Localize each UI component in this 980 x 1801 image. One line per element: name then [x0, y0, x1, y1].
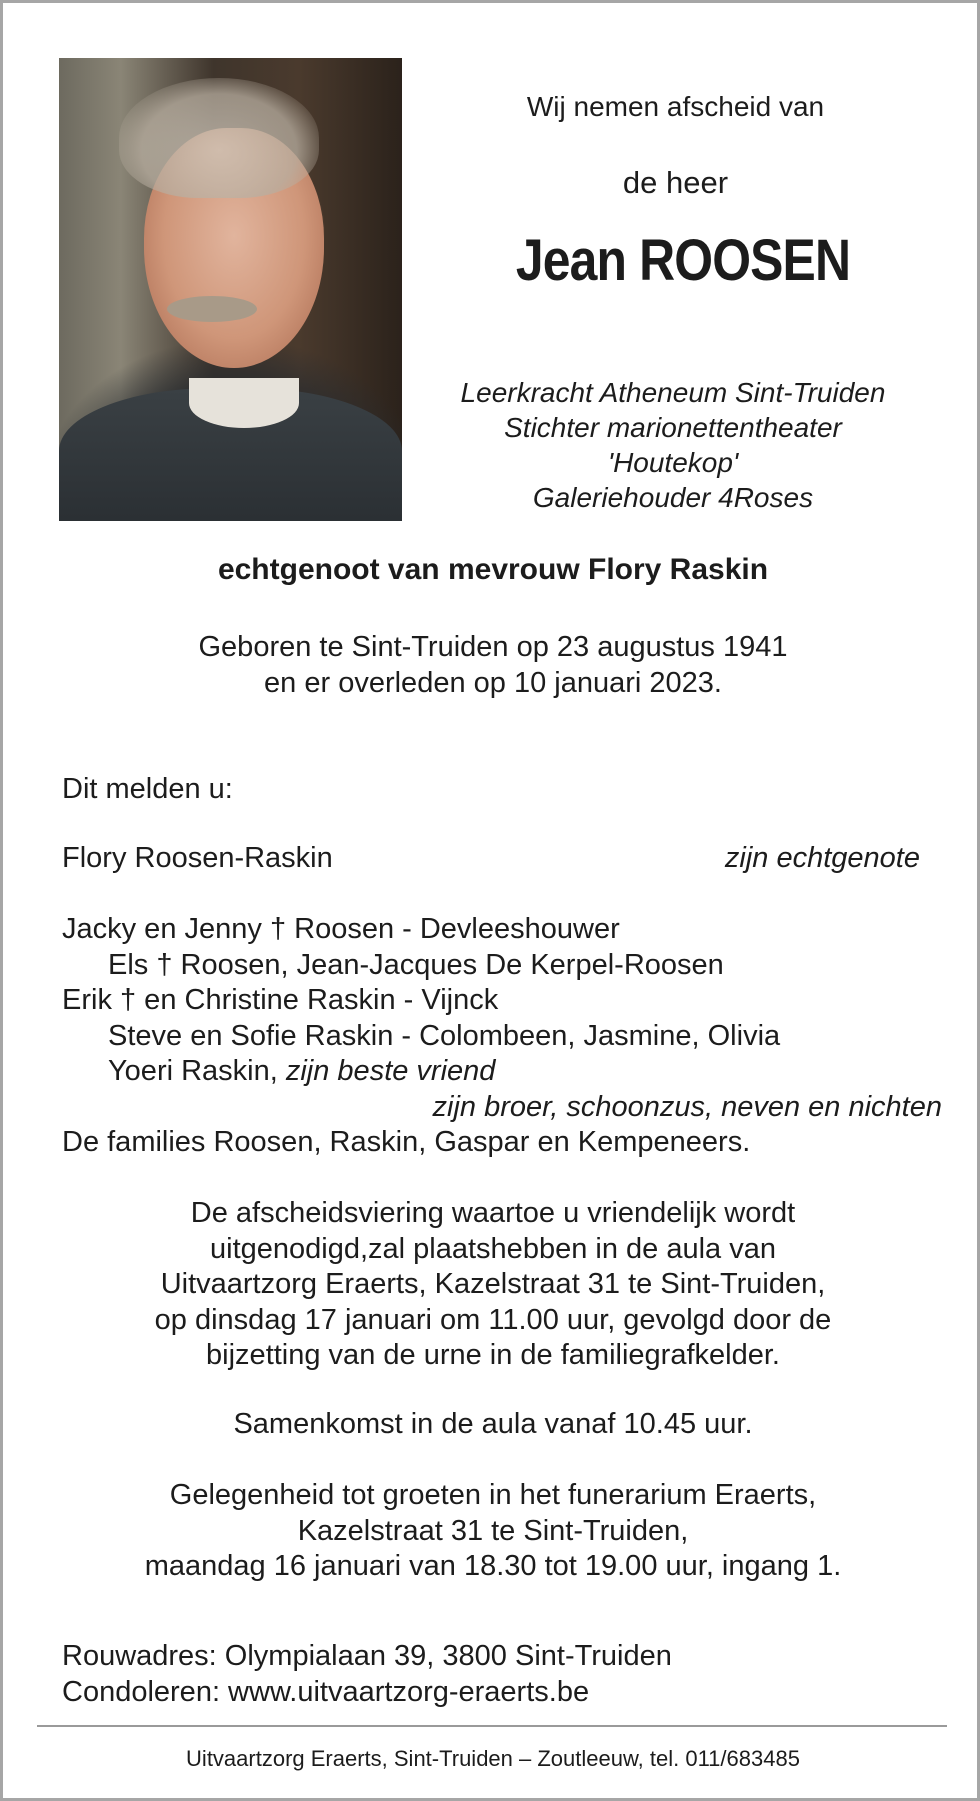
- ceremony-line: bijzetting van de urne in de familiegrafkelder.: [206, 1339, 780, 1371]
- family-line: Jacky en Jenny † Roosen - Devleeshouwer: [62, 913, 620, 945]
- title-line: Galeriehouder 4Roses: [532, 482, 814, 513]
- spouse-line: echtgenoot van mevrouw Flory Raskin: [217, 553, 769, 586]
- family-list: [62, 912, 942, 1161]
- partner-name: Flory Roosen-Raskin: [62, 842, 333, 874]
- family-line: De families Roosen, Raskin, Gaspar en Kempeneers.: [62, 1126, 751, 1158]
- family-line: Steve en Sofie Raskin - Colombeen, Jasmine, Olivia: [108, 1019, 781, 1052]
- visitation-line: Gelegenheid tot groeten in het funerarium Eraerts,: [169, 1479, 817, 1511]
- announcement-intro: Dit melden u:: [62, 773, 233, 805]
- title-line: Leerkracht Atheneum Sint-Truiden: [460, 377, 886, 408]
- condolence-website[interactable]: Condoleren: www.uitvaartzorg-eraerts.be: [62, 1676, 590, 1708]
- title-line: 'Houtekop': [607, 447, 739, 478]
- visitation-line: Kazelstraat 31 te Sint-Truiden,: [297, 1514, 689, 1547]
- ceremony-details: [43, 1196, 943, 1374]
- friend-relation: zijn beste vriend: [285, 1055, 496, 1087]
- family-line: [62, 1054, 942, 1090]
- family-line: Els † Roosen, Jean-Jacques De Kerpel-Roosen: [108, 948, 724, 981]
- meeting-time: Samenkomst in de aula vanaf 10.45 uur.: [233, 1408, 753, 1440]
- footer-divider: [37, 1725, 947, 1727]
- title-line: Stichter marionettentheater: [504, 412, 842, 443]
- mourning-address: Rouwadres: Olympialaan 39, 3800 Sint-Truiden: [62, 1640, 672, 1672]
- friend-name: Yoeri Raskin,: [108, 1055, 278, 1087]
- contact-info: [62, 1638, 672, 1710]
- birth-line: Geboren te Sint-Truiden op 23 augustus 1941: [198, 631, 788, 663]
- photo-collar: [189, 378, 299, 428]
- visitation-details: [43, 1478, 943, 1585]
- occupation-titles: [413, 375, 933, 515]
- intro-text: Wij nemen afscheid van: [526, 91, 825, 122]
- ceremony-line: op dinsdag 17 januari om 11.00 uur, gevolgd door de: [154, 1303, 832, 1336]
- ceremony-line: De afscheidsviering waartoe u vriendelijk wordt: [190, 1197, 796, 1229]
- visitation-line: maandag 16 januari van 18.30 tot 19.00 uur, ingang 1.: [144, 1550, 842, 1582]
- ceremony-line: Uitvaartzorg Eraerts, Kazelstraat 31 te Sint-Truiden,: [160, 1268, 826, 1300]
- portrait-photo: [59, 58, 402, 521]
- honorific: de heer: [622, 165, 729, 200]
- deceased-name: Jean ROOSEN: [515, 228, 851, 293]
- death-line: en er overleden op 10 januari 2023.: [264, 667, 722, 699]
- photo-mustache: [167, 296, 257, 322]
- family-line: Erik † en Christine Raskin - Vijnck: [62, 984, 499, 1016]
- birth-death-info: [43, 629, 943, 701]
- family-line: zijn broer, schoonzus, neven en nichten: [432, 1090, 942, 1123]
- photo-hair: [119, 78, 319, 198]
- funeral-home-footer: Uitvaartzorg Eraerts, Sint-Truiden – Zoutleeuw, tel. 011/683485: [186, 1746, 800, 1771]
- ceremony-line: uitgenodigd,zal plaatshebben in de aula van: [210, 1232, 776, 1265]
- partner-relation: zijn echtgenote: [724, 842, 920, 874]
